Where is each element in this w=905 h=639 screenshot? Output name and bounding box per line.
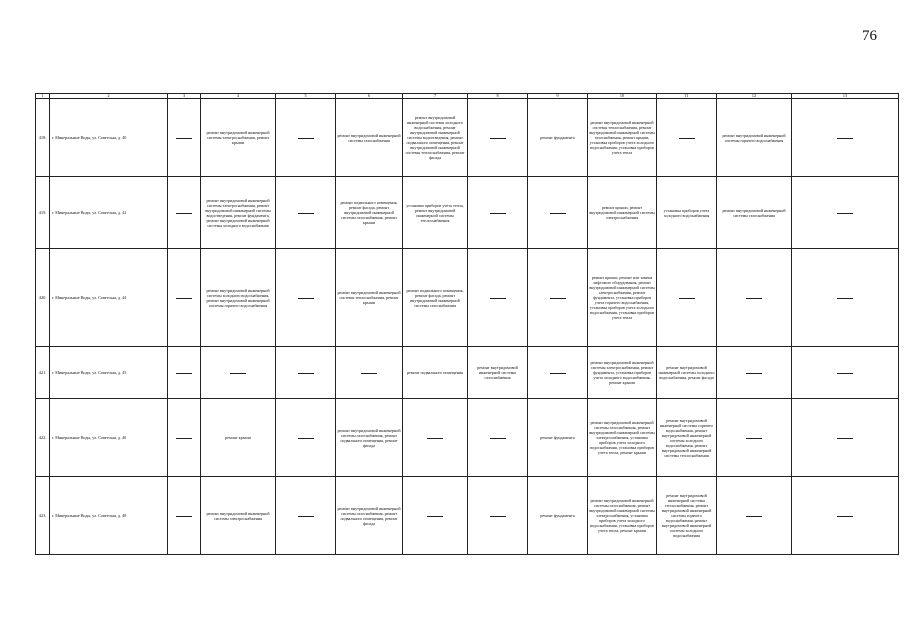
capital-repair-table xyxy=(35,93,899,555)
work-cell-c9 xyxy=(528,249,588,347)
empty-dash xyxy=(746,516,762,517)
row-number: 423. xyxy=(36,477,50,555)
work-cell-c11 xyxy=(657,99,717,177)
table-row xyxy=(36,477,899,555)
empty-dash xyxy=(746,438,762,439)
work-cell-c7: ремонт подвального помещения xyxy=(403,347,468,399)
address-cell: г. Минеральные Воды, ул. Советская, д. 40 xyxy=(50,99,168,177)
empty-dash xyxy=(746,373,762,374)
row-number: 419. xyxy=(36,177,50,249)
work-cell-c12: ремонт внутридомовой инженерной системы газоснабжения xyxy=(717,177,792,249)
empty-dash xyxy=(176,213,192,214)
column-header: 4 xyxy=(201,94,276,99)
work-cell-c13 xyxy=(792,399,899,477)
work-cell-c3 xyxy=(168,177,201,249)
work-cell-c12 xyxy=(717,399,792,477)
work-cell-c5 xyxy=(276,477,336,555)
work-cell-c11: ремонт внутридомовой инженерной системы теплоснабжения, ремонт внутридомовой инженерной системы горячего водоснабжения, ремонт внутридомовой инженерной системы холодного водоснабжения xyxy=(657,477,717,555)
empty-dash xyxy=(837,138,853,139)
empty-dash xyxy=(837,298,853,299)
work-cell-c10: ремонт внутридомовой инженерной системы газоснабжения, ремонт внутридомовой инженерной системы электроснабжения, установка приборов учета холодного водоснабжения, установка приборов учета тепла, ремонт крыши xyxy=(588,399,657,477)
work-cell-c10: ремонт крыши, ремонт или замена лифтового оборудования, ремонт внутридомовой инженерной системы электроснабжения, ремонт фундамента, установка приборов учета горячего водоснабжения, установка приборов учета холодного водоснабжения, установка приборов учета тепла xyxy=(588,249,657,347)
address-cell: г. Минеральные Воды, ул. Советская, д. 48 xyxy=(50,477,168,555)
work-cell-c9 xyxy=(528,177,588,249)
empty-dash xyxy=(837,373,853,374)
empty-dash xyxy=(176,516,192,517)
row-number: 418. xyxy=(36,99,50,177)
work-cell-c12 xyxy=(717,249,792,347)
column-header: 3 xyxy=(168,94,201,99)
row-number: 421. xyxy=(36,347,50,399)
table-row xyxy=(36,99,899,177)
column-header: 7 xyxy=(403,94,468,99)
work-cell-c8 xyxy=(468,477,528,555)
address-cell: г. Минеральные Воды, ул. Советская, д. 46 xyxy=(50,399,168,477)
work-cell-c5 xyxy=(276,177,336,249)
work-cell-c4: ремонт внутридомовой инженерной системы электроснабжения, ремонт внутридомовой инженерной системы водоотведения, ремонт фундамента, ремонт внутридомовой инженерной системы холодного водоснабжения xyxy=(201,177,276,249)
work-cell-c7 xyxy=(403,399,468,477)
empty-dash xyxy=(490,298,506,299)
work-cell-c9: ремонт фундамента xyxy=(528,477,588,555)
empty-dash xyxy=(298,298,314,299)
work-cell-c3 xyxy=(168,399,201,477)
address-cell: г. Минеральные Воды, ул. Советская, д. 42 xyxy=(50,177,168,249)
address-cell: г. Минеральные Воды, ул. Советская, д. 45 xyxy=(50,347,168,399)
empty-dash xyxy=(230,373,246,374)
column-header: 11 xyxy=(657,94,717,99)
work-cell-c6: ремонт подвального помещения, ремонт фасада, ремонт внутридомовой инженерной системы газоснабжения, ремонт крыши xyxy=(336,177,403,249)
work-cell-c6: ремонт внутридомовой инженерной системы газоснабжения, ремонт подвального помещения, ремонт фасада xyxy=(336,399,403,477)
work-cell-c3 xyxy=(168,99,201,177)
empty-dash xyxy=(176,138,192,139)
empty-dash xyxy=(490,516,506,517)
column-header: 2 xyxy=(50,94,168,99)
empty-dash xyxy=(837,438,853,439)
work-cell-c6: ремонт внутридомовой инженерной системы газоснабжения, ремонт подвального помещения, ремонт фасада xyxy=(336,477,403,555)
work-cell-c13 xyxy=(792,347,899,399)
work-cell-c11: ремонт внутридомовой инженерной системы горячего водоснабжения, ремонт внутридомовой инженерной системы холодного водоснабжения, ремонт внутридомовой инженерной системы теплоснабжения xyxy=(657,399,717,477)
work-cell-c9: ремонт фундамента xyxy=(528,399,588,477)
work-cell-c5 xyxy=(276,249,336,347)
work-cell-c13 xyxy=(792,477,899,555)
work-cell-c11: ремонт внутридомовой инженерной системы холодного водоснабжения, ремонт фасада xyxy=(657,347,717,399)
empty-dash xyxy=(298,516,314,517)
work-cell-c12: ремонт внутридомовой инженерной системы горячего водоснабжения xyxy=(717,99,792,177)
work-cell-c12 xyxy=(717,477,792,555)
work-cell-c8: ремонт внутридомовой инженерной системы газоснабжения xyxy=(468,347,528,399)
work-cell-c6 xyxy=(336,347,403,399)
work-cell-c5 xyxy=(276,399,336,477)
empty-dash xyxy=(361,373,377,374)
work-cell-c10: ремонт внутридомовой инженерной системы газоснабжения, ремонт внутридомовой инженерной системы электроснабжения, установка приборов учета холодного водоснабжения, установка приборов учета тепла, ремонт крыши xyxy=(588,477,657,555)
work-cell-c4: ремонт внутридомовой инженерной системы электроснабжения xyxy=(201,477,276,555)
work-cell-c3 xyxy=(168,249,201,347)
table-row xyxy=(36,249,899,347)
column-header: 8 xyxy=(468,94,528,99)
work-cell-c11: установка приборов учета холодного водоснабжения xyxy=(657,177,717,249)
empty-dash xyxy=(679,138,695,139)
work-cell-c3 xyxy=(168,347,201,399)
empty-dash xyxy=(176,373,192,374)
column-header: 9 xyxy=(528,94,588,99)
empty-dash xyxy=(837,213,853,214)
table-row xyxy=(36,177,899,249)
empty-dash xyxy=(298,138,314,139)
work-cell-c5 xyxy=(276,99,336,177)
empty-dash xyxy=(427,438,443,439)
column-header: 10 xyxy=(588,94,657,99)
table-row xyxy=(36,399,899,477)
work-cell-c4: ремонт внутридомовой инженерной системы холодного водоснабжения, ремонт внутридомовой инженерной системы горячего водоснабжения xyxy=(201,249,276,347)
empty-dash xyxy=(298,373,314,374)
work-cell-c13 xyxy=(792,99,899,177)
work-cell-c5 xyxy=(276,347,336,399)
empty-dash xyxy=(490,138,506,139)
work-cell-c7: ремонт подвального помещения, ремонт фасада, ремонт внутридомовой инженерной системы газоснабжения xyxy=(403,249,468,347)
work-cell-c6: ремонт внутридомовой инженерной системы теплоснабжения, ремонт крыши xyxy=(336,249,403,347)
empty-dash xyxy=(176,298,192,299)
work-cell-c13 xyxy=(792,177,899,249)
empty-dash xyxy=(550,213,566,214)
work-cell-c4: ремонт внутридомовой инженерной системы электроснабжения, ремонт крыши xyxy=(201,99,276,177)
address-cell: г. Минеральные Воды, ул. Советская, д. 44 xyxy=(50,249,168,347)
work-cell-c11 xyxy=(657,249,717,347)
empty-dash xyxy=(298,213,314,214)
work-cell-c7 xyxy=(403,477,468,555)
column-header: 13 xyxy=(792,94,899,99)
row-number: 420. xyxy=(36,249,50,347)
column-header: 6 xyxy=(336,94,403,99)
work-cell-c12 xyxy=(717,347,792,399)
empty-dash xyxy=(550,373,566,374)
row-number: 422. xyxy=(36,399,50,477)
empty-dash xyxy=(490,438,506,439)
empty-dash xyxy=(176,438,192,439)
work-cell-c6: ремонт внутридомовой инженерной системы газоснабжения xyxy=(336,99,403,177)
work-cell-c10: ремонт внутридомовой инженерной системы теплоснабжения, ремонт внутридомовой инженерной системы газоснабжения, ремонт крыши, установка приборов учета холодного водоснабжения, установка приборов учета тепла xyxy=(588,99,657,177)
column-header: 5 xyxy=(276,94,336,99)
work-cell-c8 xyxy=(468,99,528,177)
work-cell-c8 xyxy=(468,249,528,347)
empty-dash xyxy=(837,516,853,517)
work-cell-c10: ремонт внутридомовой инженерной системы электроснабжения, ремонт фундамента, установка приборов учета холодного водоснабжения, ремонт крыши xyxy=(588,347,657,399)
page-number: 76 xyxy=(862,28,877,44)
empty-dash xyxy=(550,298,566,299)
empty-dash xyxy=(490,213,506,214)
empty-dash xyxy=(679,298,695,299)
column-header: 12 xyxy=(717,94,792,99)
work-cell-c8 xyxy=(468,177,528,249)
work-cell-c7: ремонт внутридомовой инженерной системы холодного водоснабжения, ремонт внутридомовой инженерной системы водоотведения, ремонт подвального помещения, ремонт внутридомовой инженерной системы теплоснабжения, ремонт фасада xyxy=(403,99,468,177)
work-cell-c13 xyxy=(792,249,899,347)
empty-dash xyxy=(746,298,762,299)
empty-dash xyxy=(298,438,314,439)
work-cell-c4 xyxy=(201,347,276,399)
column-header: 1 xyxy=(36,94,50,99)
work-cell-c10: ремонт крыши, ремонт внутридомовой инженерной системы электроснабжения xyxy=(588,177,657,249)
work-cell-c8 xyxy=(468,399,528,477)
work-cell-c4: ремонт крыши xyxy=(201,399,276,477)
work-cell-c9 xyxy=(528,347,588,399)
work-cell-c3 xyxy=(168,477,201,555)
work-cell-c9: ремонт фундамента xyxy=(528,99,588,177)
table-row xyxy=(36,347,899,399)
empty-dash xyxy=(427,516,443,517)
work-cell-c7: установка приборов учета тепла, ремонт внутридомовой инженерной системы теплоснабжения xyxy=(403,177,468,249)
